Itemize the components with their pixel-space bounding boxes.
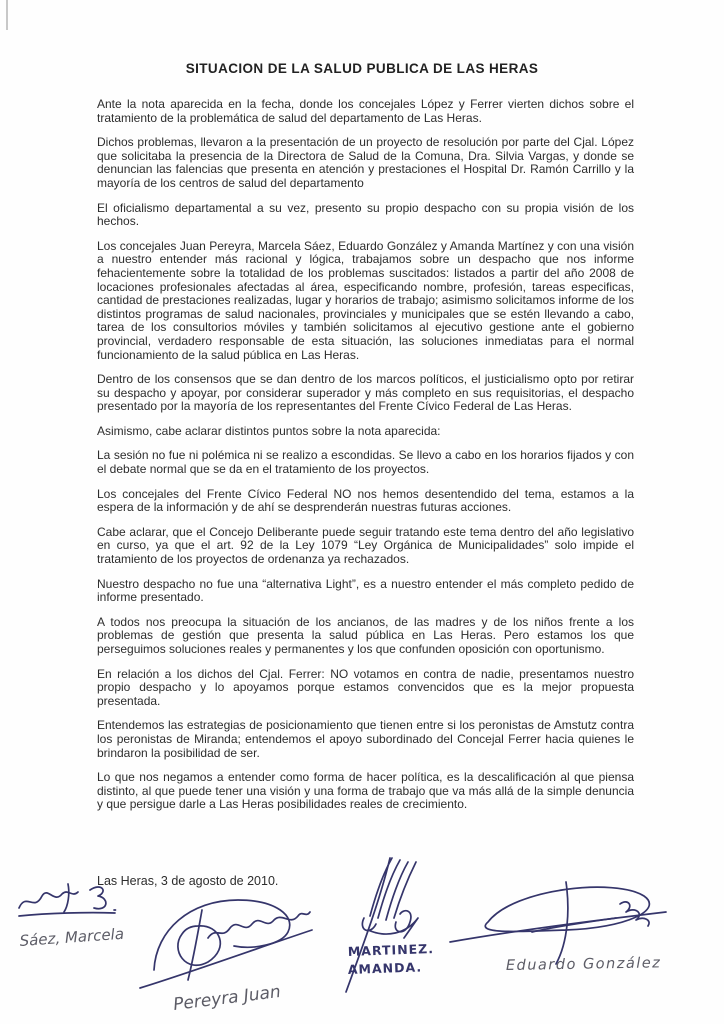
document-body [97, 98, 634, 823]
signature-caption: Pereyra Juan [172, 981, 282, 1015]
paragraph: En relación a los dichos del Cjal. Ferrer: NO votamos en contra de nadie, presentamos nuestro propio despacho y lo apoyamos porque estamos convencidos que es la mejor propuesta presentada. [97, 666, 634, 708]
paragraph: A todos nos preocupa la situación de los ancianos, de las madres y de los niños frente a los problemas de gestión que presenta la salud pública en Las Heras. Pero estamos los que perseguimos soluciones reales y permanentes y los que confunden oposición con oportunismo. [97, 614, 634, 656]
date-line: Las Heras, 3 de agosto de 2010. [97, 874, 279, 888]
paragraph: El oficialismo departamental a su vez, presento su propio despacho con su propia visión de los hechos. [97, 200, 634, 229]
paragraph: Los concejales Juan Pereyra, Marcela Sáez, Eduardo González y Amanda Martínez y con una visión a nuestro entender más racional y lógica, trabajamos sobre un despacho que nos informe fehacientemente sobre la totalidad de los problemas suscitados: listados a partir del año 2008 de locaciones profesionales afectadas al área, especificando nombre, profesión, tareas especificas, cantidad de prestaciones realizadas, lugar y horarios de trabajo; asimismo solicitamos informe de los distintos programas de salud nacionales, provinciales y municipales que se estén llevando a cabo, tarea de los consultorios móviles y también solicitamos al ejecutivo gestione ante el gobierno provincial, verdadero responsable de esta situación, las soluciones inmediatas para el normal funcionamiento de la salud pública en Las Heras. [97, 238, 634, 362]
paragraph: Dichos problemas, llevaron a la presentación de un proyecto de resolución por parte del Cjal. López que solicitaba la presencia de la Directora de Salud de la Comuna, Dra. Silvia Vargas, y donde se denuncian las falencias que presenta en atención y prestaciones el Hospital Dr. Ramón Carrillo y la mayoría de los centros de salud del departamento [97, 135, 634, 190]
paragraph: Los concejales del Frente Cívico Federal NO nos hemos desentendido del tema, estamos a la espera de la información y de ahí se desprenderán nuestras futuras acciones. [97, 486, 634, 515]
paragraph: Entendemos las estrategias de posicionamiento que tienen entre si los peronistas de Amstutz contra los peronistas de Miranda; entendemos el apoyo subordinado del Concejal Ferrer hacia quienes le brindaron la posibilidad de ser. [97, 718, 634, 760]
paragraph: Cabe aclarar, que el Concejo Deliberante puede seguir tratando este tema dentro del año legislativo en curso, ya que el art. 92 de la Ley 1079 “Ley Orgánica de Municipalidades” solo impide el tratamiento de los proyectos de ordenanza ya rechazados. [97, 524, 634, 567]
scan-artifact [6, 0, 8, 30]
document-title: SITUACION DE LA SALUD PUBLICA DE LAS HERAS [185, 61, 539, 76]
signature-martinez-amanda [338, 856, 453, 1006]
signature-caption: Eduardo González [505, 955, 662, 974]
signature-pereyra-juan [138, 886, 313, 1018]
paragraph: Ante la nota aparecida en la fecha, donde los concejales López y Ferrer vierten dichos sobre el tratamiento de la problemática de salud del departamento de Las Heras. [97, 97, 634, 125]
paragraph: Nuestro despacho no fue una “alternativa Light”, es a nuestro entender el más completo pedido de informe presentado. [97, 576, 634, 605]
paragraph: La sesión no fue ni polémica ni se realizo a escondidas. Se llevo a cabo en los horarios fijados y con el debate normal que se da en el tratamiento de los proyectos. [97, 448, 634, 477]
paragraph: Asimismo, cabe aclarar distintos puntos sobre la nota aparecida: [97, 423, 441, 438]
signature-gonzalez-eduardo [448, 876, 673, 981]
signature-caption-line2: AMANDA. [347, 959, 423, 977]
paragraph: Dentro de los consensos que se dan dentro de los marcos políticos, el justicialismo opto por retirar su despacho y apoyar, por considerar superador y más completo en sus requisitorias, el despacho presentado por la mayoría de los representantes del Frente Cívico Federal de Las Heras. [97, 372, 634, 414]
signature-caption: Sáez, Marcela [19, 924, 125, 950]
signature-caption-line1: MARTINEZ. [347, 940, 435, 959]
paragraph: Lo que nos negamos a entender como forma de hacer política, es la descalificación al que piensa distinto, al que puede tener una visión y una forma de trabajo que va más allá de la simple denuncia y que persigue darle a Las Heras posibilidades reales de crecimiento. [97, 770, 634, 812]
